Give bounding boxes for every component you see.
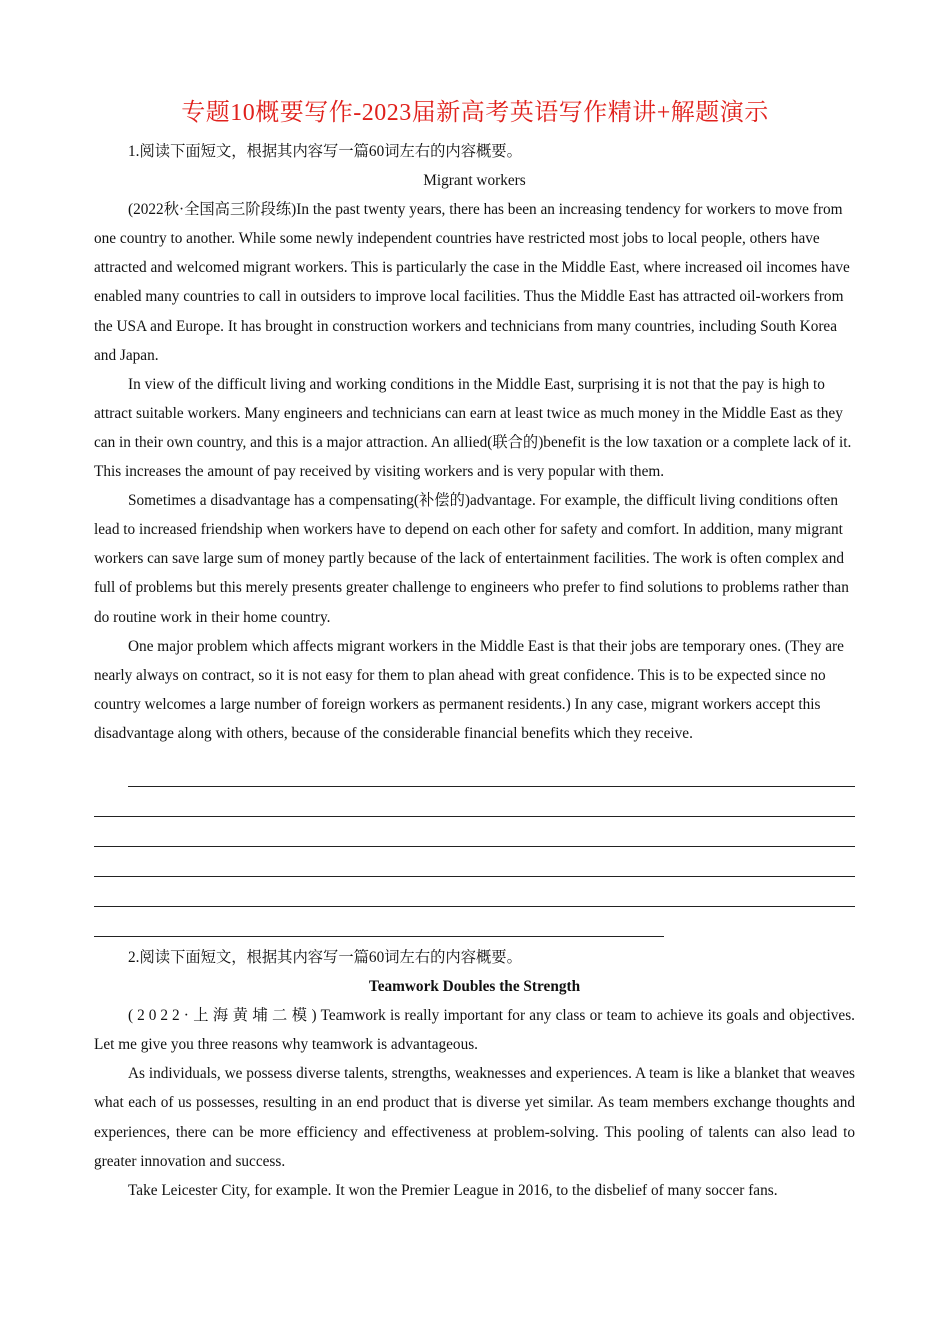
task1-paragraph-1-text: In the past twenty years, there has been an increasing tendency for workers to move from one country to another. While some newly independent countries have restricted most jobs to local people, others have attracted and welcomed migrant workers. This is particularly the case in the Middle East, where increased oil incomes have enabled many countries to call in outsiders to improve local facilities. Thus the Middle East has attracted oil-workers from the USA and Europe. It has brought in construction workers and technicians from many countries, including South Korea and Japan.	[94, 201, 850, 364]
answer-line[interactable]	[128, 758, 855, 787]
task1-paragraph-4: One major problem which affects migrant workers in the Middle East is that their jobs are temporary ones. (They are nearly always on contract, so it is not easy for them to plan ahead with great confidence. This is to be expected since no country welcomes a large number of foreign workers as permanent residents.) In any case, migrant workers accept this disadvantage along with others, because of the considerable financial benefits which they receive.	[94, 637, 844, 742]
task2-paragraph-2: As individuals, we possess diverse talents, strengths, weaknesses and experiences. A team is like a blanket that weaves what each of us possesses, resulting in an end product that is diverse yet similar. As team members exchange thoughts and experiences, there can be more efficiency and effectiveness at problem-solving. This pooling of talents can also lead to greater innovation and success.	[94, 1065, 855, 1170]
task2-paragraph-1	[94, 1001, 855, 1059]
task1-paragraph-1	[94, 195, 855, 370]
task1-source: (2022秋·全国高三阶段练)	[128, 201, 297, 219]
answer-line[interactable]	[94, 908, 664, 937]
document-body	[94, 137, 855, 1205]
task2-instruction: 2.阅读下面短文，根据其内容写一篇60词左右的内容概要。	[128, 948, 522, 966]
answer-line[interactable]	[94, 788, 855, 817]
task2-heading: Teamwork Doubles the Strength	[368, 978, 581, 996]
answer-line[interactable]	[94, 848, 855, 877]
document-title: 专题10概要写作-2023届新高考英语写作精讲+解题演示	[181, 100, 769, 126]
answer-line[interactable]	[94, 818, 855, 847]
task1-heading: Migrant workers	[423, 172, 526, 190]
task2-paragraph-3: Take Leicester City, for example. It won the Premier League in 2016, to the disbelief of many soccer fans.	[128, 1181, 778, 1199]
task2-source: (2022·上海黄埔二模)	[128, 1007, 321, 1025]
answer-lines	[94, 758, 855, 937]
task1-instruction: 1.阅读下面短文，根据其内容写一篇60词左右的内容概要。	[128, 143, 522, 160]
task1-paragraph-3: Sometimes a disadvantage has a compensating(补偿的)advantage. For example, the difficult living conditions often lead to increased friendship when workers have to depend on each other for safety and comfort. In addition, many migrant workers can save large sum of money partly because of the lack of entertainment facilities. The work is often complex and full of problems but this merely presents greater challenge to engineers who prefer to find solutions to problems rather than do routine work in their home country.	[94, 492, 849, 626]
task1-paragraph-2: In view of the difficult living and working conditions in the Middle East, surprising it is not that the pay is high to attract suitable workers. Many engineers and technicians can earn at least twice as much money in the Middle East as they can in their own country, and this is a major attraction. An allied(联合的)benefit is the low taxation or a complete lack of it. This increases the amount of pay received by visiting workers and is very popular with them.	[94, 375, 852, 481]
answer-line[interactable]	[94, 878, 855, 907]
task2-paragraph-1-text: Teamwork is really important for any class or team to achieve its goals and objectives. Let me give you three reasons why teamwork is advantageous.	[94, 1007, 855, 1054]
